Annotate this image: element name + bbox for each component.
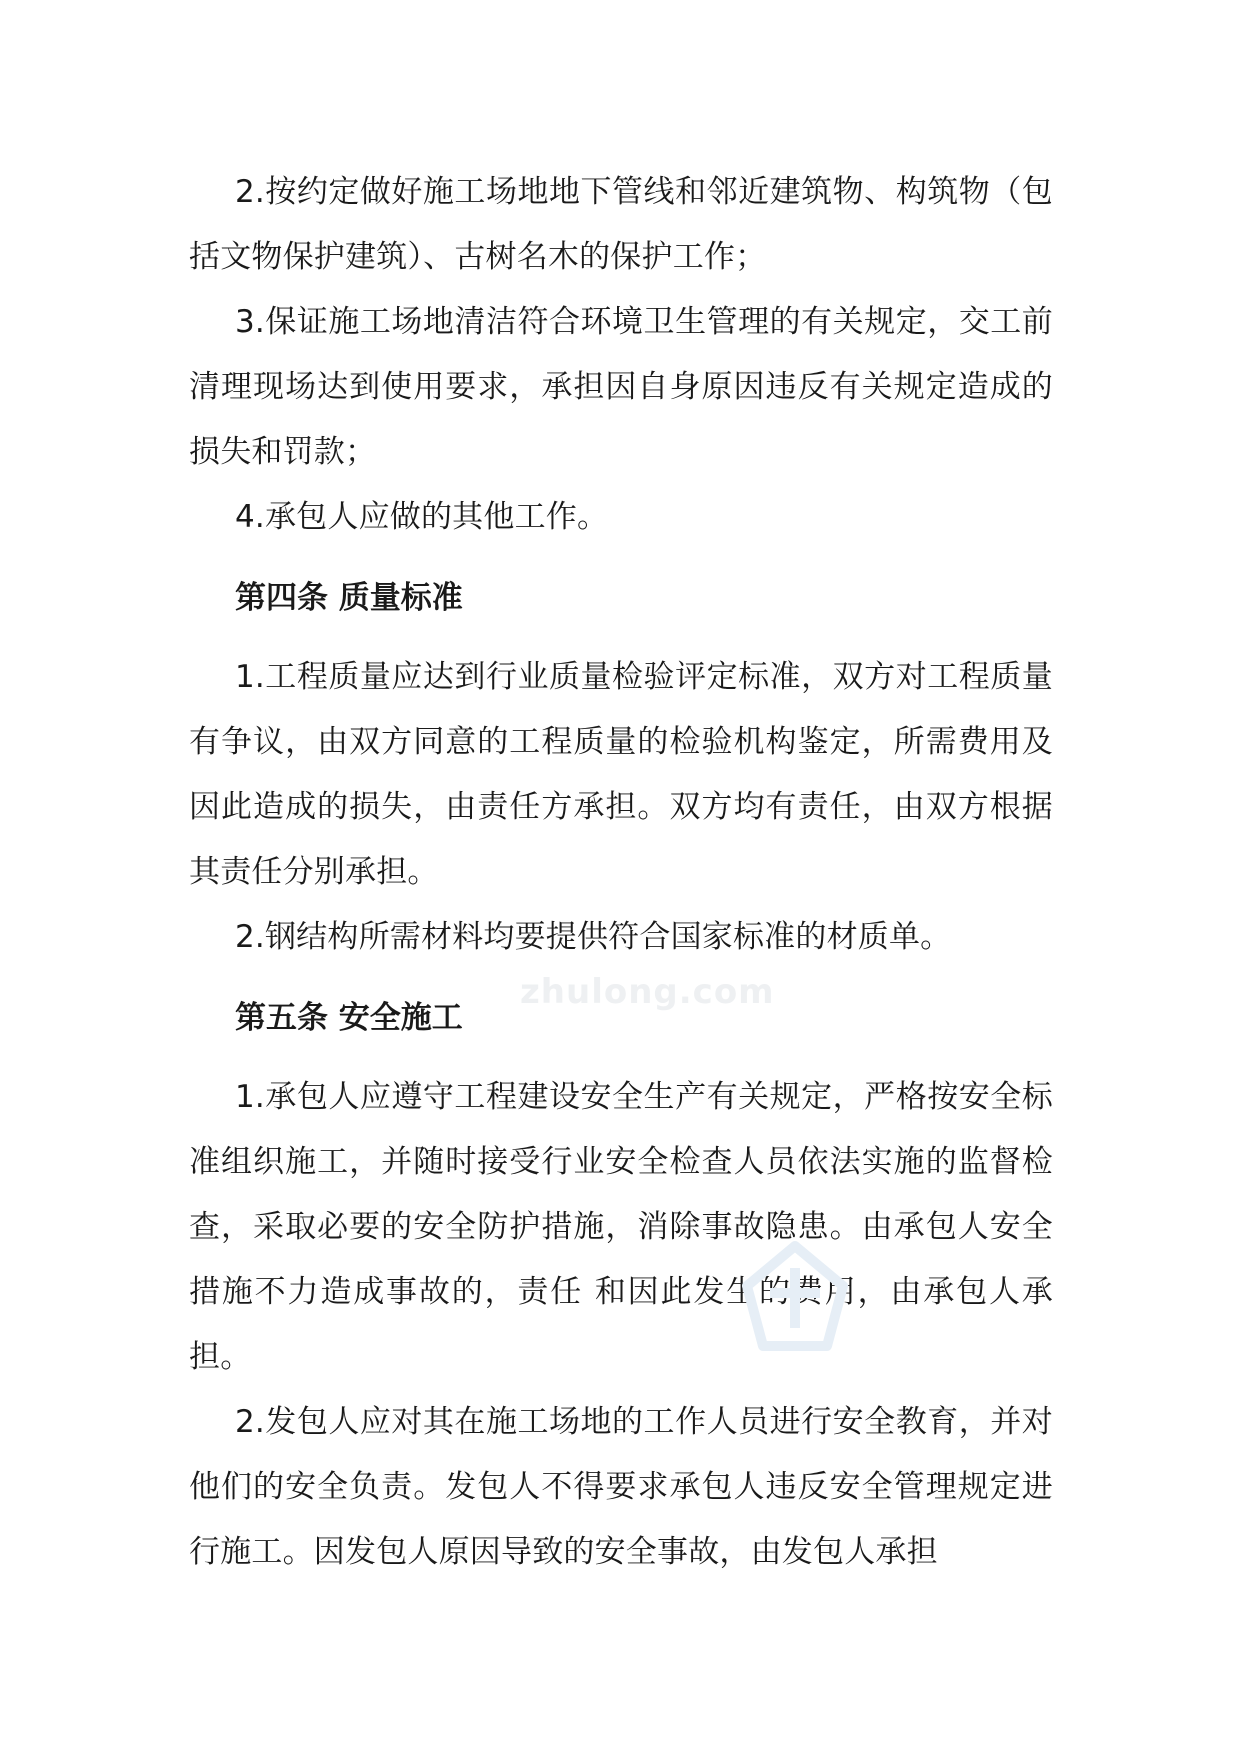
paragraph-4-1: 1.工程质量应达到行业质量检验评定标准，双方对工程质量有争议，由双方同意的工程质量的检验机构鉴定，所需费用及因此造成的损失，由责任方承担。双方均有责任，由双方根据其责任分别承担。	[189, 659, 1053, 890]
paragraph-3-2: 2.按约定做好施工场地地下管线和邻近建筑物、构筑物（包括文物保护建筑）、古树名木的保护工作；	[189, 174, 1053, 275]
heading-article-4: 第四条 质量标准	[235, 580, 463, 616]
paragraph-5-1: 1.承包人应遵守工程建设安全生产有关规定，严格按安全标准组织施工，并随时接受行业安全检查人员依法实施的监督检查，采取必要的安全防护措施，消除事故隐患。由承包人安全措施不力造成事故的，责任 和因此发生的费用，由承包人承担。	[189, 1079, 1053, 1375]
paragraph-3-4: 4.承包人应做的其他工作。	[235, 499, 609, 535]
heading-article-5: 第五条 安全施工	[235, 1000, 463, 1036]
paragraph-5-2: 2.发包人应对其在施工场地的工作人员进行安全教育，并对他们的安全负责。发包人不得要求承包人违反安全管理规定进行施工。因发包人原因导致的安全事故，由发包人承担	[189, 1404, 1053, 1570]
document-body	[189, 160, 1053, 1585]
paragraph-4-2: 2.钢结构所需材料均要提供符合国家标准的材质单。	[235, 919, 952, 955]
paragraph-3-3: 3.保证施工场地清洁符合环境卫生管理的有关规定，交工前清理现场达到使用要求，承担因自身原因违反有关规定造成的损失和罚款；	[189, 304, 1053, 470]
watermark-text: zhulong.com	[520, 972, 775, 1012]
